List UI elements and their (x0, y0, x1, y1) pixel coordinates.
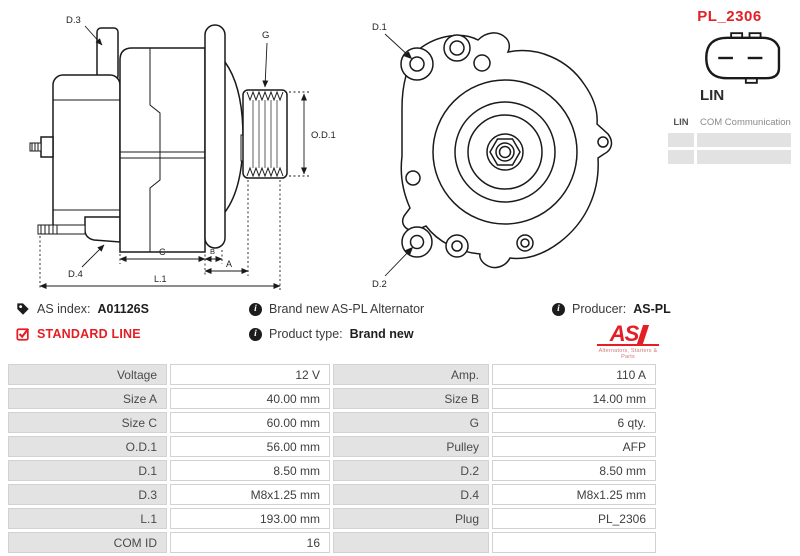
dim-label-d4: D.4 (68, 269, 83, 280)
checked-checkbox-icon (16, 327, 30, 341)
logo-text: AS (609, 321, 639, 346)
connector-name: LIN (700, 87, 725, 104)
spec-value: AFP (492, 436, 656, 457)
spec-label: COM ID (8, 532, 167, 553)
comm-value-empty (697, 150, 791, 164)
dim-label-c: C (159, 247, 166, 257)
dim-label-a: A (226, 259, 233, 269)
producer-value: AS-PL (633, 302, 671, 316)
spec-value: 8.50 mm (492, 460, 656, 481)
producer-line (552, 302, 671, 316)
producer-label: Producer: (572, 302, 627, 316)
as-index-value: A01126S (97, 302, 149, 316)
alternator-side-view-drawing (10, 5, 355, 300)
side-rear-housing (53, 75, 120, 233)
comm-value-empty (697, 133, 791, 147)
spec-value: 193.00 mm (170, 508, 330, 529)
spec-value: 14.00 mm (492, 388, 656, 409)
spec-label: O.D.1 (8, 436, 167, 457)
comm-key-empty (668, 133, 694, 147)
side-top-lug (97, 28, 118, 80)
spec-value: 16 (170, 532, 330, 553)
logo-tagline: Alternators, Starters & Parts (598, 348, 658, 360)
spec-value: 6 qty. (492, 412, 656, 433)
spec-value: 12 V (170, 364, 330, 385)
dim-label-d3: D.3 (66, 15, 81, 26)
product-type-value: Brand new (349, 327, 414, 341)
spec-value: 40.00 mm (170, 388, 330, 409)
spec-label: Pulley (333, 436, 489, 457)
info-icon: i (249, 303, 262, 316)
spec-label: Size A (8, 388, 167, 409)
dim-label-od1: O.D.1 (311, 130, 336, 141)
plug-info-block (668, 8, 796, 164)
spec-value: PL_2306 (492, 508, 656, 529)
brand-text: Brand new AS-PL Alternator (269, 302, 425, 316)
spec-label: Voltage (8, 364, 167, 385)
spec-label: D.3 (8, 484, 167, 505)
lin-connector-drawing (698, 31, 790, 85)
product-type-label: Product type: (269, 327, 343, 341)
spec-value: M8x1.25 mm (492, 484, 656, 505)
as-pl-logo (597, 322, 659, 360)
alternator-front-view-drawing (358, 8, 620, 296)
dim-label-l1: L.1 (154, 274, 167, 284)
spec-label: D.2 (333, 460, 489, 481)
product-type-line (249, 327, 414, 341)
side-main-body (120, 48, 205, 252)
info-icon: i (249, 328, 262, 341)
spec-label: L.1 (8, 508, 167, 529)
spec-value: 110 A (492, 364, 656, 385)
spec-label: Plug (333, 508, 489, 529)
spec-label: Amp. (333, 364, 489, 385)
spec-value: 8.50 mm (170, 460, 330, 481)
plug-code: PL_2306 (697, 8, 762, 25)
spec-value: M8x1.25 mm (170, 484, 330, 505)
tag-icon (16, 302, 30, 316)
comm-key: LIN (673, 117, 689, 128)
dim-label-g: G (262, 30, 270, 41)
spec-value: 56.00 mm (170, 436, 330, 457)
side-front-bracket (205, 25, 225, 248)
spec-value: 60.00 mm (170, 412, 330, 433)
spec-label: D.1 (8, 460, 167, 481)
spec-label (333, 532, 489, 553)
spec-label: G (333, 412, 489, 433)
communication-table (668, 116, 796, 164)
side-bottom-lug (85, 217, 120, 242)
product-line (16, 327, 141, 341)
brand-line (249, 302, 424, 316)
as-index-label: AS index: (37, 302, 91, 316)
spec-value (492, 532, 656, 553)
dim-label-d2: D.2 (372, 279, 387, 290)
spec-label: Size C (8, 412, 167, 433)
spec-table (8, 364, 656, 553)
spec-label: D.4 (333, 484, 489, 505)
dim-label-b: B (210, 247, 216, 256)
standard-line-label: STANDARD LINE (37, 327, 141, 341)
comm-value: COM Communication (700, 117, 791, 128)
as-index-line (16, 302, 149, 316)
info-icon: i (552, 303, 565, 316)
spec-label: Size B (333, 388, 489, 409)
comm-key-empty (668, 150, 694, 164)
dim-label-d1: D.1 (372, 22, 387, 33)
logo-bar (637, 325, 649, 344)
